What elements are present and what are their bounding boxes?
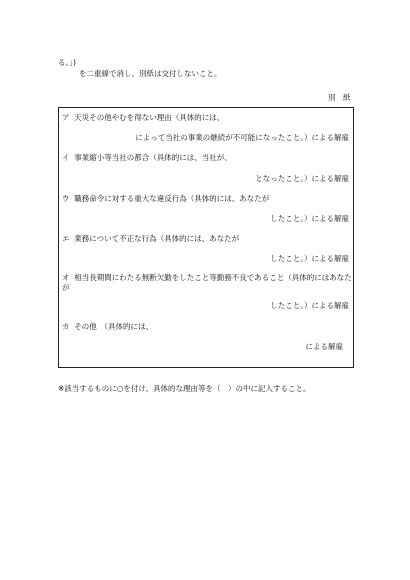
reason-ka-line-1 xyxy=(62,323,153,331)
reason-ka-marker: カ xyxy=(62,322,70,331)
reason-u-line-1 xyxy=(62,195,269,203)
reason-a-line-2: によって当社の事業の継続が不可能になったこと。）による解雇 xyxy=(135,133,349,142)
reason-u-marker: ウ xyxy=(62,194,70,203)
reason-a-text: 天災その他やむを得ない理由（具体的には、 xyxy=(74,113,225,122)
reason-o-text: 相当長期間にわたる無断欠勤をしたこと等勤務不良であること（具体的にはあなた xyxy=(74,273,352,282)
reason-ka-line-2: による解雇 xyxy=(305,342,343,351)
reason-a-line-1 xyxy=(62,114,224,122)
intro-line-2: を二重線で消し、別紙は交付しないこと。 xyxy=(79,69,222,78)
reason-o-marker: オ xyxy=(62,273,70,282)
reason-o-line-1-wrap: が xyxy=(62,283,70,292)
reason-u-text: 職務命令に対する重大な違反行為（具体的には、あなたが xyxy=(74,194,270,203)
attachment-label: 別 紙 xyxy=(328,93,351,102)
reason-o-line-2: したこと。）による解雇 xyxy=(270,301,349,310)
reason-i-line-1 xyxy=(62,154,232,162)
reason-e-text: 業務について不正な行為（具体的には、あなたが xyxy=(74,234,240,243)
intro-line-1: る。」) xyxy=(58,58,76,67)
reason-e-line-2: したこと。）による解雇 xyxy=(270,254,349,263)
reason-e-marker: エ xyxy=(62,234,70,243)
reasons-box xyxy=(58,107,354,368)
reason-u-line-2: したこと。）による解雇 xyxy=(270,214,349,223)
reason-ka-text: その他 （具体的には、 xyxy=(74,322,154,331)
reason-o-line-1 xyxy=(62,274,352,282)
reason-i-marker: イ xyxy=(62,153,70,162)
reason-e-line-1 xyxy=(62,235,239,243)
reason-i-text: 事業縮小等当社の都合（具体的には、当社が、 xyxy=(74,153,232,162)
footnote: ※該当するものに○を付け、具体的な理由等を（ ）の中に記入すること。 xyxy=(58,384,311,393)
reason-a-marker: ア xyxy=(62,113,70,122)
reason-i-line-2: となったこと。）による解雇 xyxy=(255,174,349,183)
